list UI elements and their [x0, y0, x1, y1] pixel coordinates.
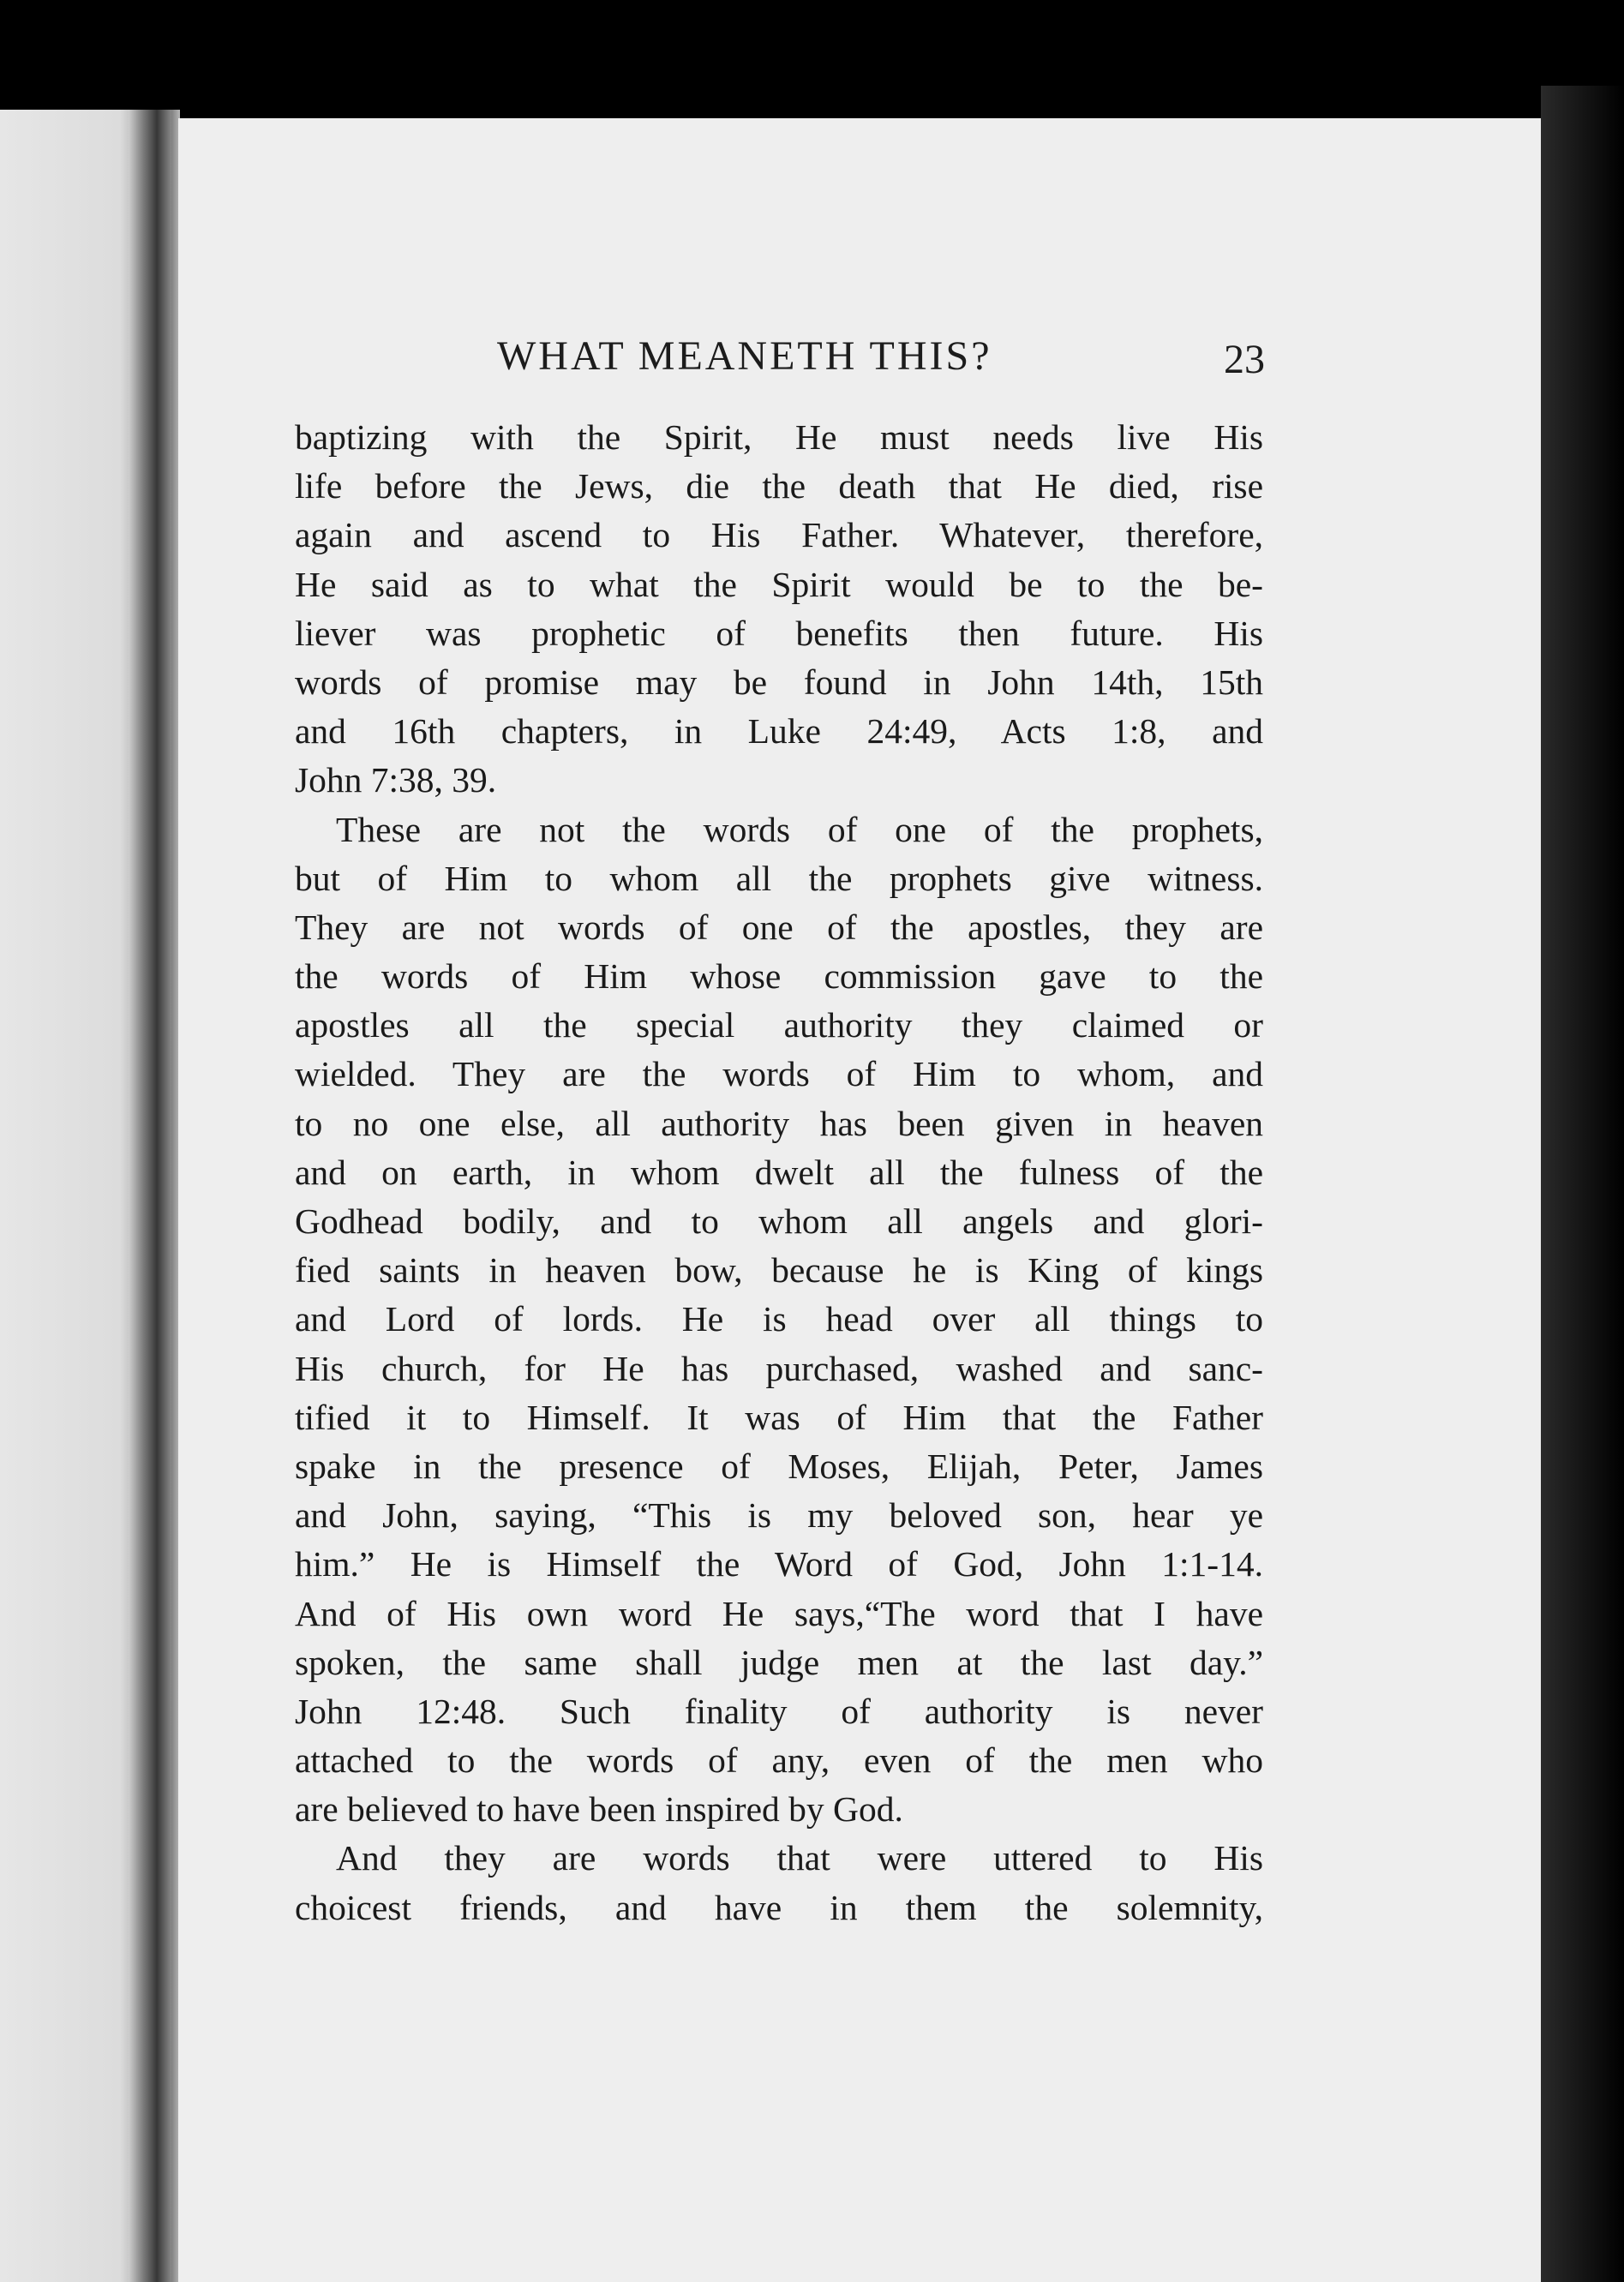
- text-line: And of His own word He says,“The word that I have: [295, 1593, 1263, 1633]
- text-line: Godhead bodily, and to whom all angels and glori-: [295, 1201, 1263, 1241]
- text-line: him.” He is Himself the Word of God, John 1:1-14.: [295, 1544, 1263, 1584]
- paragraph-1: [295, 413, 1263, 806]
- text-line: the words of Him whose commission gave to the: [295, 956, 1263, 997]
- text-line: words of promise may be found in John 14th, 15th: [295, 662, 1263, 702]
- text-line: These are not the words of one of the prophets,: [336, 809, 1263, 849]
- text-line: John 7:38, 39.: [295, 760, 497, 800]
- text-line: baptizing with the Spirit, He must needs live His: [295, 417, 1263, 457]
- text-line: choicest friends, and have in them the solemnity,: [295, 1887, 1263, 1927]
- text-line: but of Him to whom all the prophets give witness.: [295, 858, 1263, 898]
- text-line: tified it to Himself. It was of Him that the Father: [295, 1397, 1263, 1437]
- body-text: [295, 413, 1263, 1932]
- text-line: and John, saying, “This is my beloved son, hear ye: [295, 1495, 1263, 1536]
- text-line: spake in the presence of Moses, Elijah, Peter, James: [295, 1446, 1263, 1486]
- paragraph-3: [295, 1834, 1263, 1932]
- text-line: liever was prophetic of benefits then future. His: [295, 613, 1263, 653]
- text-line: life before the Jews, die the death that He died, rise: [295, 466, 1263, 506]
- text-line: again and ascend to His Father. Whatever, therefore,: [295, 515, 1263, 555]
- text-line: are believed to have been inspired by God.: [295, 1789, 903, 1830]
- text-line: and on earth, in whom dwelt all the fulness of the: [295, 1152, 1263, 1192]
- text-line: fied saints in heaven bow, because he is King of kings: [295, 1250, 1263, 1291]
- text-line: He said as to what the Spirit would be to the be-: [295, 564, 1263, 604]
- running-title: WHAT MEANETH THIS?: [497, 333, 992, 379]
- text-line: His church, for He has purchased, washed and sanc-: [295, 1348, 1263, 1388]
- text-line: wielded. They are the words of Him to whom, and: [295, 1054, 1263, 1094]
- text-line: spoken, the same shall judge men at the last day.”: [295, 1642, 1263, 1682]
- text-line: to no one else, all authority has been given in heaven: [295, 1103, 1263, 1143]
- paragraph-2: [295, 806, 1263, 1835]
- text-line: apostles all the special authority they claimed or: [295, 1005, 1263, 1045]
- text-line: They are not words of one of the apostles, they are: [295, 907, 1263, 947]
- text-line: John 12:48. Such finality of authority is never: [295, 1691, 1263, 1731]
- page-number: 23: [1224, 337, 1265, 382]
- text-line: and Lord of lords. He is head over all things to: [295, 1299, 1263, 1339]
- right-shadow: [1541, 86, 1624, 2282]
- book-gutter: [129, 110, 180, 2282]
- text-line: And they are words that were uttered to His: [336, 1838, 1263, 1878]
- text-line: attached to the words of any, even of the men who: [295, 1740, 1263, 1781]
- text-line: and 16th chapters, in Luke 24:49, Acts 1:8, and: [295, 711, 1263, 752]
